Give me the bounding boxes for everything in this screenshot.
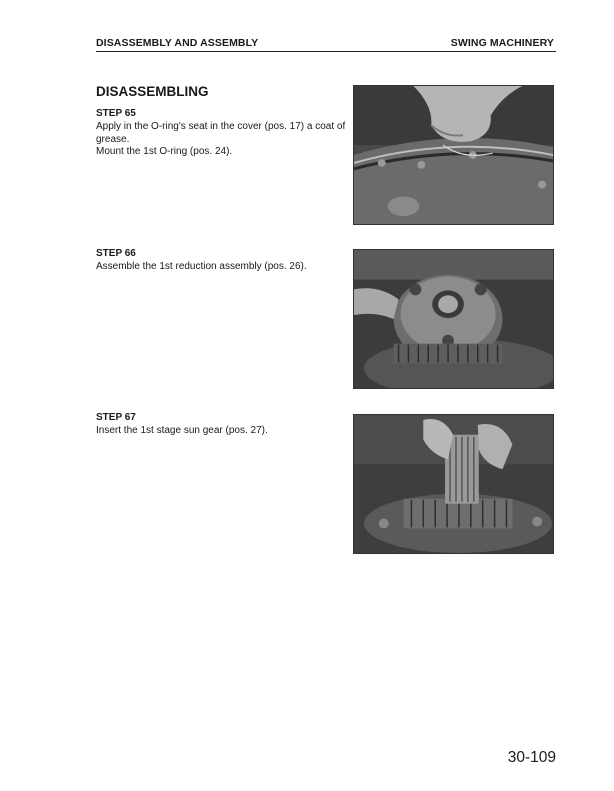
step-67: [96, 412, 348, 438]
step-heading: STEP 67: [96, 412, 136, 423]
step-65: [96, 108, 348, 159]
page-number: 30-109: [507, 749, 556, 766]
header-left: DISASSEMBLY AND ASSEMBLY: [96, 37, 259, 49]
step-text-line: Mount the 1st O-ring (pos. 24).: [96, 146, 233, 158]
header-rule: [96, 51, 556, 52]
step-text-line: grease.: [96, 133, 130, 145]
header-right: SWING MACHINERY: [450, 37, 554, 49]
step-heading: STEP 66: [96, 248, 136, 259]
step-66: [96, 248, 348, 274]
photo-step-66: [353, 249, 554, 389]
step-heading: STEP 65: [96, 108, 136, 119]
photo-step-67: [353, 414, 554, 554]
step-text-line: Insert the 1st stage sun gear (pos. 27).: [96, 425, 268, 437]
photo-step-65: [353, 85, 554, 225]
step-text-line: Apply in the O-ring's seat in the cover (pos. 17) a coat of: [96, 121, 346, 133]
step-text-line: Assemble the 1st reduction assembly (pos. 26).: [96, 261, 307, 273]
section-title: DISASSEMBLING: [96, 84, 209, 99]
